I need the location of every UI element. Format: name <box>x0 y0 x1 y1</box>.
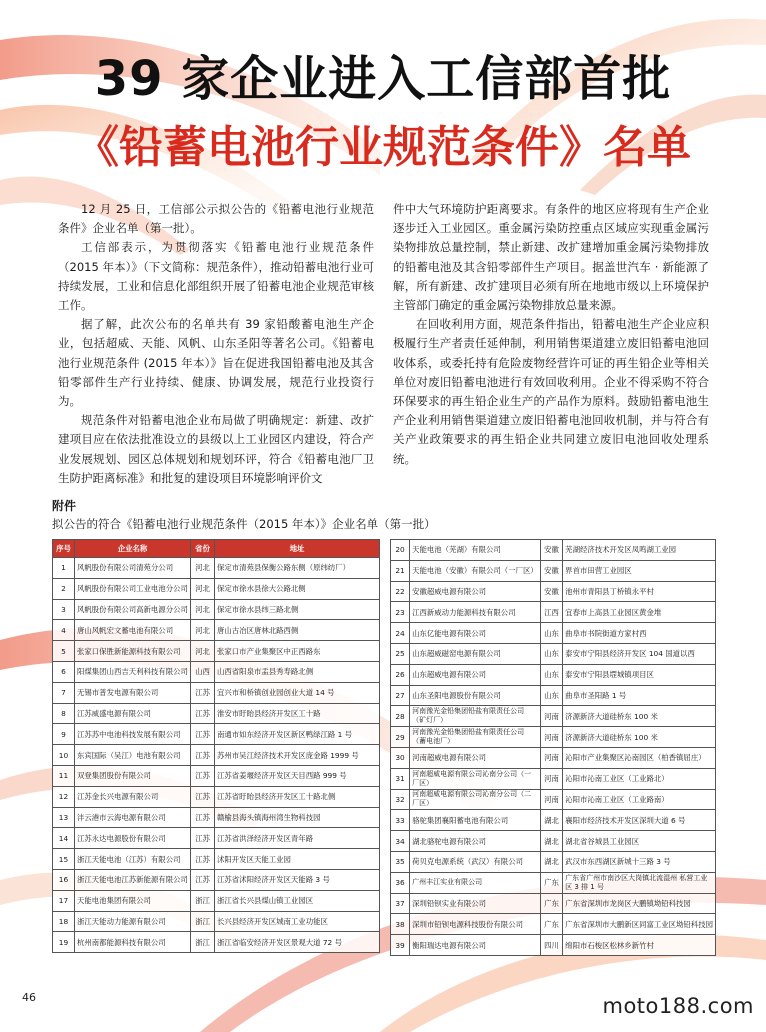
cell-no: 3 <box>53 599 75 620</box>
table-row <box>391 560 716 581</box>
cell-address: 曲阜市圣阳路 1 号 <box>563 685 716 706</box>
table-row <box>391 831 716 852</box>
cell-address: 济源新济大道硅桥东 100 米 <box>563 706 716 727</box>
cell-company: 河南超威电源有限公司 <box>410 747 541 768</box>
cell-no: 13 <box>53 807 75 828</box>
cell-province: 广东 <box>540 893 562 914</box>
table-row <box>53 599 380 620</box>
paragraph: 件中大气环境防护距离要求。有条件的地区应将现有生产企业逐步迁入工业园区。重金属污染防控重点区域应实现重金属污染物排放总量控制，禁止新建、改扩建增加重金属污染物排放的铅蓄电池及其含铅零部件生产项目。据盖世汽车 · 新能源了解，所有新建、改扩建项目必须有所在地地市级以上环境保护主管部门确定的重金属污染物排放总量来源。 <box>393 202 709 313</box>
cell-no: 5 <box>53 641 75 662</box>
cell-province: 江苏 <box>191 703 215 724</box>
company-table-right <box>390 539 716 956</box>
table-row <box>391 747 716 768</box>
cell-company: 江西新威动力能源科技有限公司 <box>410 602 541 623</box>
cell-address: 襄阳市经济技术开发区深圳大道 6 号 <box>563 810 716 831</box>
table-row <box>391 893 716 914</box>
cell-province: 江苏 <box>191 828 215 849</box>
cell-province: 浙江 <box>191 911 215 932</box>
cell-address: 宜春市上高县工业园区黄金堆 <box>563 602 716 623</box>
cell-address: 泰安市宁阳县堽城镇项目区 <box>563 664 716 685</box>
cell-address: 江苏省盱眙县经济开发区工十路北侧 <box>215 786 380 807</box>
cell-no: 29 <box>391 727 410 748</box>
table-row <box>391 643 716 664</box>
cell-province: 山西 <box>191 661 215 682</box>
cell-no: 23 <box>391 602 410 623</box>
cell-province: 河北 <box>191 599 215 620</box>
cell-province: 浙江 <box>191 890 215 911</box>
cell-province: 河南 <box>540 706 562 727</box>
table-row <box>391 540 716 561</box>
cell-company: 浙江天能电池江苏新能源有限公司 <box>75 869 191 890</box>
cell-address: 曲阜市书院街道方家村西 <box>563 623 716 644</box>
cell-address: 保定市清苑县保衡公路东侧（原纬纺厂） <box>215 558 380 579</box>
table-row <box>53 620 380 641</box>
cell-company: 河南超威电源有限公司沁南分公司（一厂区） <box>410 768 541 789</box>
cell-company: 江苏威盛电源有限公司 <box>75 703 191 724</box>
cell-address: 江苏省姜堰经济开发区天目西路 999 号 <box>215 765 380 786</box>
table-row <box>391 706 716 727</box>
table-row <box>391 789 716 810</box>
cell-province: 河南 <box>540 747 562 768</box>
table-row <box>53 724 380 745</box>
cell-address: 广东省深圳市龙岗区大鹏镇坳铅科技园 <box>563 893 716 914</box>
cell-company: 天能电池（芜湖）有限公司 <box>410 540 541 561</box>
cell-province: 江苏 <box>191 682 215 703</box>
cell-province: 广东 <box>540 914 562 935</box>
cell-company: 阳煤集团山西吉天利科技有限公司 <box>75 661 191 682</box>
header-province: 省份 <box>191 540 215 558</box>
cell-no: 18 <box>53 911 75 932</box>
paragraph: 12 月 25 日，工信部公示拟公告的《铅蓄电池行业规范条件》企业名单（第一批）。 <box>58 202 374 236</box>
cell-no: 39 <box>391 935 410 956</box>
attachment-caption: 拟公告的符合《铅蓄电池行业规范条件（2015 年本）》企业名单（第一批） <box>52 517 436 531</box>
table-row <box>53 890 380 911</box>
page-number: 46 <box>22 991 36 1004</box>
cell-no: 21 <box>391 560 410 581</box>
cell-address: 沭阳开发区天能工业园 <box>215 849 380 870</box>
cell-address: 江苏省洪泽经济开发区青年路 <box>215 828 380 849</box>
cell-company: 荷贝克电源系统（武汉）有限公司 <box>410 851 541 872</box>
cell-company: 山东亿能电源有限公司 <box>410 623 541 644</box>
cell-address: 保定市徐水县徐大公路北侧 <box>215 578 380 599</box>
cell-no: 35 <box>391 851 410 872</box>
table-row <box>391 810 716 831</box>
cell-address: 芜湖经济技术开发区凤鸣湖工业园 <box>563 540 716 561</box>
cell-province: 广东 <box>540 872 562 893</box>
cell-company: 山东圣阳电源股份有限公司 <box>410 685 541 706</box>
cell-address: 唐山古冶区唐林北路西侧 <box>215 620 380 641</box>
cell-company: 江苏永达电源股份有限公司 <box>75 828 191 849</box>
cell-company: 浙江天能动力能源有限公司 <box>75 911 191 932</box>
cell-no: 2 <box>53 578 75 599</box>
cell-company: 天能电池（安徽）有限公司（一厂区） <box>410 560 541 581</box>
cell-company: 唐山风帆宏文蓄电池有限公司 <box>75 620 191 641</box>
header-address: 地址 <box>215 540 380 558</box>
cell-province: 浙江 <box>191 932 215 953</box>
cell-address: 苏州市吴江经济技术开发区庞金路 1999 号 <box>215 745 380 766</box>
cell-province: 河北 <box>191 558 215 579</box>
header-company: 企业名称 <box>75 540 191 558</box>
cell-address: 广东省深圳市大鹏新区同富工业区坳铅科技园 <box>563 914 716 935</box>
cell-address: 山西省阳泉市盂县秀寿路北侧 <box>215 661 380 682</box>
table-row <box>53 745 380 766</box>
table-row <box>53 661 380 682</box>
cell-company: 杭州南都能源科技有限公司 <box>75 932 191 953</box>
attachment-label: 附件 <box>52 499 77 513</box>
table-row <box>53 558 380 579</box>
paragraph: 在回收利用方面，规范条件指出，铅蓄电池生产企业应积极履行生产者责任延伸制，利用销售渠道建立废旧铅蓄电池回收体系，或委托持有危险废物经营许可证的再生铅企业等相关单位对废旧铅蓄电池进行有效回收利用。企业不得采购不符合环保要求的再生铅企业生产的产品作为原料。鼓励铅蓄电池生产企业利用销售渠道建立废旧铅蓄电池回收机制，并与符合有关产业政策要求的再生铅企业共同建立废旧电池回收处理系统。 <box>393 317 709 466</box>
cell-no: 14 <box>53 828 75 849</box>
cell-address: 绵阳市石梭区松林乡新竹村 <box>563 935 716 956</box>
cell-province: 江苏 <box>191 807 215 828</box>
header-no: 序号 <box>53 540 75 558</box>
cell-company: 湖北骆驼电源有限公司 <box>410 831 541 852</box>
table-row <box>391 602 716 623</box>
cell-address: 张家口市产业集聚区中正西路东 <box>215 641 380 662</box>
cell-address: 浙江省长兴县煤山镇工业园区 <box>215 890 380 911</box>
cell-province: 湖北 <box>540 810 562 831</box>
table-row <box>53 869 380 890</box>
cell-company: 河南豫光金铅集团铅盐有限责任公司（蓄电池厂） <box>410 727 541 748</box>
cell-address: 宜兴市和桥镇创业园创业大道 14 号 <box>215 682 380 703</box>
cell-company: 江苏金长兴电源有限公司 <box>75 786 191 807</box>
cell-address: 沁阳市产业集聚区沁南园区（柏香镇屈庄） <box>563 747 716 768</box>
subheadline: 《铅蓄电池行业规范条件》名单 <box>75 122 691 173</box>
cell-address: 保定市徐水县纬三路北侧 <box>215 599 380 620</box>
table-row <box>53 828 380 849</box>
cell-province: 山东 <box>540 623 562 644</box>
cell-no: 17 <box>53 890 75 911</box>
cell-company: 东宾国际（吴江）电池有限公司 <box>75 745 191 766</box>
cell-address: 赣榆县海头镇海州湾生物科技园 <box>215 807 380 828</box>
cell-no: 33 <box>391 810 410 831</box>
cell-no: 27 <box>391 685 410 706</box>
table-row <box>391 623 716 644</box>
cell-address: 湖北省谷城县工业园区 <box>563 831 716 852</box>
cell-company: 沣云港市云海电源有限公司 <box>75 807 191 828</box>
cell-province: 河南 <box>540 789 562 810</box>
cell-province: 河北 <box>191 620 215 641</box>
cell-company: 衡阳瑞达电源有限公司 <box>410 935 541 956</box>
table-row <box>53 786 380 807</box>
cell-province: 江苏 <box>191 724 215 745</box>
cell-address: 界首市田营工业园区 <box>563 560 716 581</box>
cell-address: 淮安市盱眙县经济开发区工十路 <box>215 703 380 724</box>
cell-address: 泰安市宁阳县经济开发区 104 国道以西 <box>563 643 716 664</box>
cell-company: 河南豫光金铅集团铅盐有限责任公司（矿灯厂） <box>410 706 541 727</box>
cell-province: 山东 <box>540 685 562 706</box>
cell-no: 10 <box>53 745 75 766</box>
table-row <box>391 685 716 706</box>
cell-company: 骆驼集团襄阳蓄电池有限公司 <box>410 810 541 831</box>
paragraph: 工信部表示，为贯彻落实《铅蓄电池行业规范条件（2015 年本）》（下文简称：规范条件），推动铅蓄电池行业可持续发展，工业和信息化部组织开展了铅蓄电池企业规范审核工作。 <box>58 240 374 313</box>
site-watermark: moto188.com <box>602 994 754 1018</box>
cell-company: 风帆股份有限公司高新电源分公司 <box>75 599 191 620</box>
cell-province: 安徽 <box>540 560 562 581</box>
table-row <box>53 703 380 724</box>
cell-province: 江苏 <box>191 849 215 870</box>
table-row <box>391 768 716 789</box>
table-row <box>391 872 716 893</box>
table-row <box>53 911 380 932</box>
paragraph: 规范条件对铅蓄电池企业布局做了明确规定：新建、改扩建项目应在依法批准设立的县级以上工业园区内建设，符合产业发展规划、园区总体规划和规划环评，符合《铅蓄电池厂卫生防护距离标准》和批复的建设项目环境影响评价文 <box>58 413 374 485</box>
cell-company: 风帆股份有限公司工业电池分公司 <box>75 578 191 599</box>
cell-province: 山东 <box>540 643 562 664</box>
cell-company: 深圳市铅钡电源科技股份有限公司 <box>410 914 541 935</box>
cell-no: 7 <box>53 682 75 703</box>
table-row <box>391 935 716 956</box>
cell-province: 河北 <box>191 641 215 662</box>
table-row <box>391 914 716 935</box>
cell-address: 济源新济大道硅桥东 100 米 <box>563 727 716 748</box>
cell-company: 山东超威电源有限公司 <box>410 664 541 685</box>
cell-no: 6 <box>53 661 75 682</box>
cell-province: 河北 <box>191 578 215 599</box>
article-column-right <box>393 200 709 469</box>
cell-address: 武汉市东西湖区新城十三路 3 号 <box>563 851 716 872</box>
cell-no: 32 <box>391 789 410 810</box>
cell-no: 22 <box>391 581 410 602</box>
cell-province: 安徽 <box>540 581 562 602</box>
cell-address: 南通市如东经济开发区新区鸭绿江路 1 号 <box>215 724 380 745</box>
table-row <box>53 849 380 870</box>
cell-company: 河南超威电源有限公司沁南分公司（二厂区） <box>410 789 541 810</box>
cell-no: 30 <box>391 747 410 768</box>
cell-company: 广州丰江实业有限公司 <box>410 872 541 893</box>
cell-address: 江苏省沭阳经济开发区天能路 3 号 <box>215 869 380 890</box>
cell-no: 34 <box>391 831 410 852</box>
article-column-left <box>58 200 374 488</box>
cell-province: 江西 <box>540 602 562 623</box>
cell-company: 安徽超威电源有限公司 <box>410 581 541 602</box>
cell-company: 无锡市普发电源有限公司 <box>75 682 191 703</box>
cell-no: 11 <box>53 765 75 786</box>
cell-no: 4 <box>53 620 75 641</box>
cell-no: 25 <box>391 643 410 664</box>
cell-company: 深圳铅钡实业有限公司 <box>410 893 541 914</box>
headline: 39 家企业进入工信部首批 <box>94 51 672 107</box>
table-row <box>391 851 716 872</box>
cell-no: 26 <box>391 664 410 685</box>
table-row <box>391 581 716 602</box>
cell-company: 天能电池集团有限公司 <box>75 890 191 911</box>
cell-province: 江苏 <box>191 869 215 890</box>
cell-company: 江苏苏中电池科技发展有限公司 <box>75 724 191 745</box>
table-row <box>53 932 380 953</box>
cell-address: 长兴县经济开发区城南工业功能区 <box>215 911 380 932</box>
cell-province: 四川 <box>540 935 562 956</box>
table-header-row <box>53 540 380 558</box>
cell-company: 双登集团股份有限公司 <box>75 765 191 786</box>
cell-no: 38 <box>391 914 410 935</box>
cell-no: 37 <box>391 893 410 914</box>
table-row <box>391 664 716 685</box>
cell-no: 15 <box>53 849 75 870</box>
cell-province: 湖北 <box>540 851 562 872</box>
cell-no: 12 <box>53 786 75 807</box>
paragraph: 据了解，此次公布的名单共有 39 家铅酸蓄电池生产企业，包括超威、天能、风帆、山东圣阳等著名公司。《铅蓄电池行业规范条件 (2015 年本）》旨在促进我国铅蓄电池及其含铅零部件生产行业持续、健康、协调发展，规范行业投资行为。 <box>58 317 374 409</box>
cell-province: 安徽 <box>540 540 562 561</box>
cell-province: 江苏 <box>191 765 215 786</box>
table-row <box>53 578 380 599</box>
cell-no: 19 <box>53 932 75 953</box>
cell-company: 浙江天能电池（江苏）有限公司 <box>75 849 191 870</box>
cell-no: 1 <box>53 558 75 579</box>
table-row <box>53 807 380 828</box>
cell-no: 31 <box>391 768 410 789</box>
cell-province: 江苏 <box>191 786 215 807</box>
cell-address: 沁阳市沁南工业区（工业路南） <box>563 789 716 810</box>
cell-province: 湖北 <box>540 831 562 852</box>
cell-province: 江苏 <box>191 745 215 766</box>
company-table-left <box>52 539 380 953</box>
cell-company: 山东超威磁窑电源有限公司 <box>410 643 541 664</box>
cell-address: 广东省广州市南沙区大岗镇北流湿州 私营工业区 3 排 1 号 <box>563 872 716 893</box>
table-row <box>53 765 380 786</box>
cell-no: 16 <box>53 869 75 890</box>
cell-no: 24 <box>391 623 410 644</box>
cell-no: 8 <box>53 703 75 724</box>
cell-province: 河南 <box>540 727 562 748</box>
cell-address: 浙江省临安经济开发区景观大道 72 号 <box>215 932 380 953</box>
cell-no: 36 <box>391 872 410 893</box>
cell-no: 28 <box>391 706 410 727</box>
cell-company: 张家口保胜新能源科技有限公司 <box>75 641 191 662</box>
cell-address: 池州市青阳县丁桥镇永平村 <box>563 581 716 602</box>
table-row <box>391 727 716 748</box>
cell-address: 沁阳市沁南工业区（工业路北） <box>563 768 716 789</box>
table-row <box>53 641 380 662</box>
cell-company: 风帆股份有限公司清苑分公司 <box>75 558 191 579</box>
cell-no: 20 <box>391 540 410 561</box>
cell-province: 河南 <box>540 768 562 789</box>
table-row <box>53 682 380 703</box>
cell-province: 山东 <box>540 664 562 685</box>
cell-no: 9 <box>53 724 75 745</box>
